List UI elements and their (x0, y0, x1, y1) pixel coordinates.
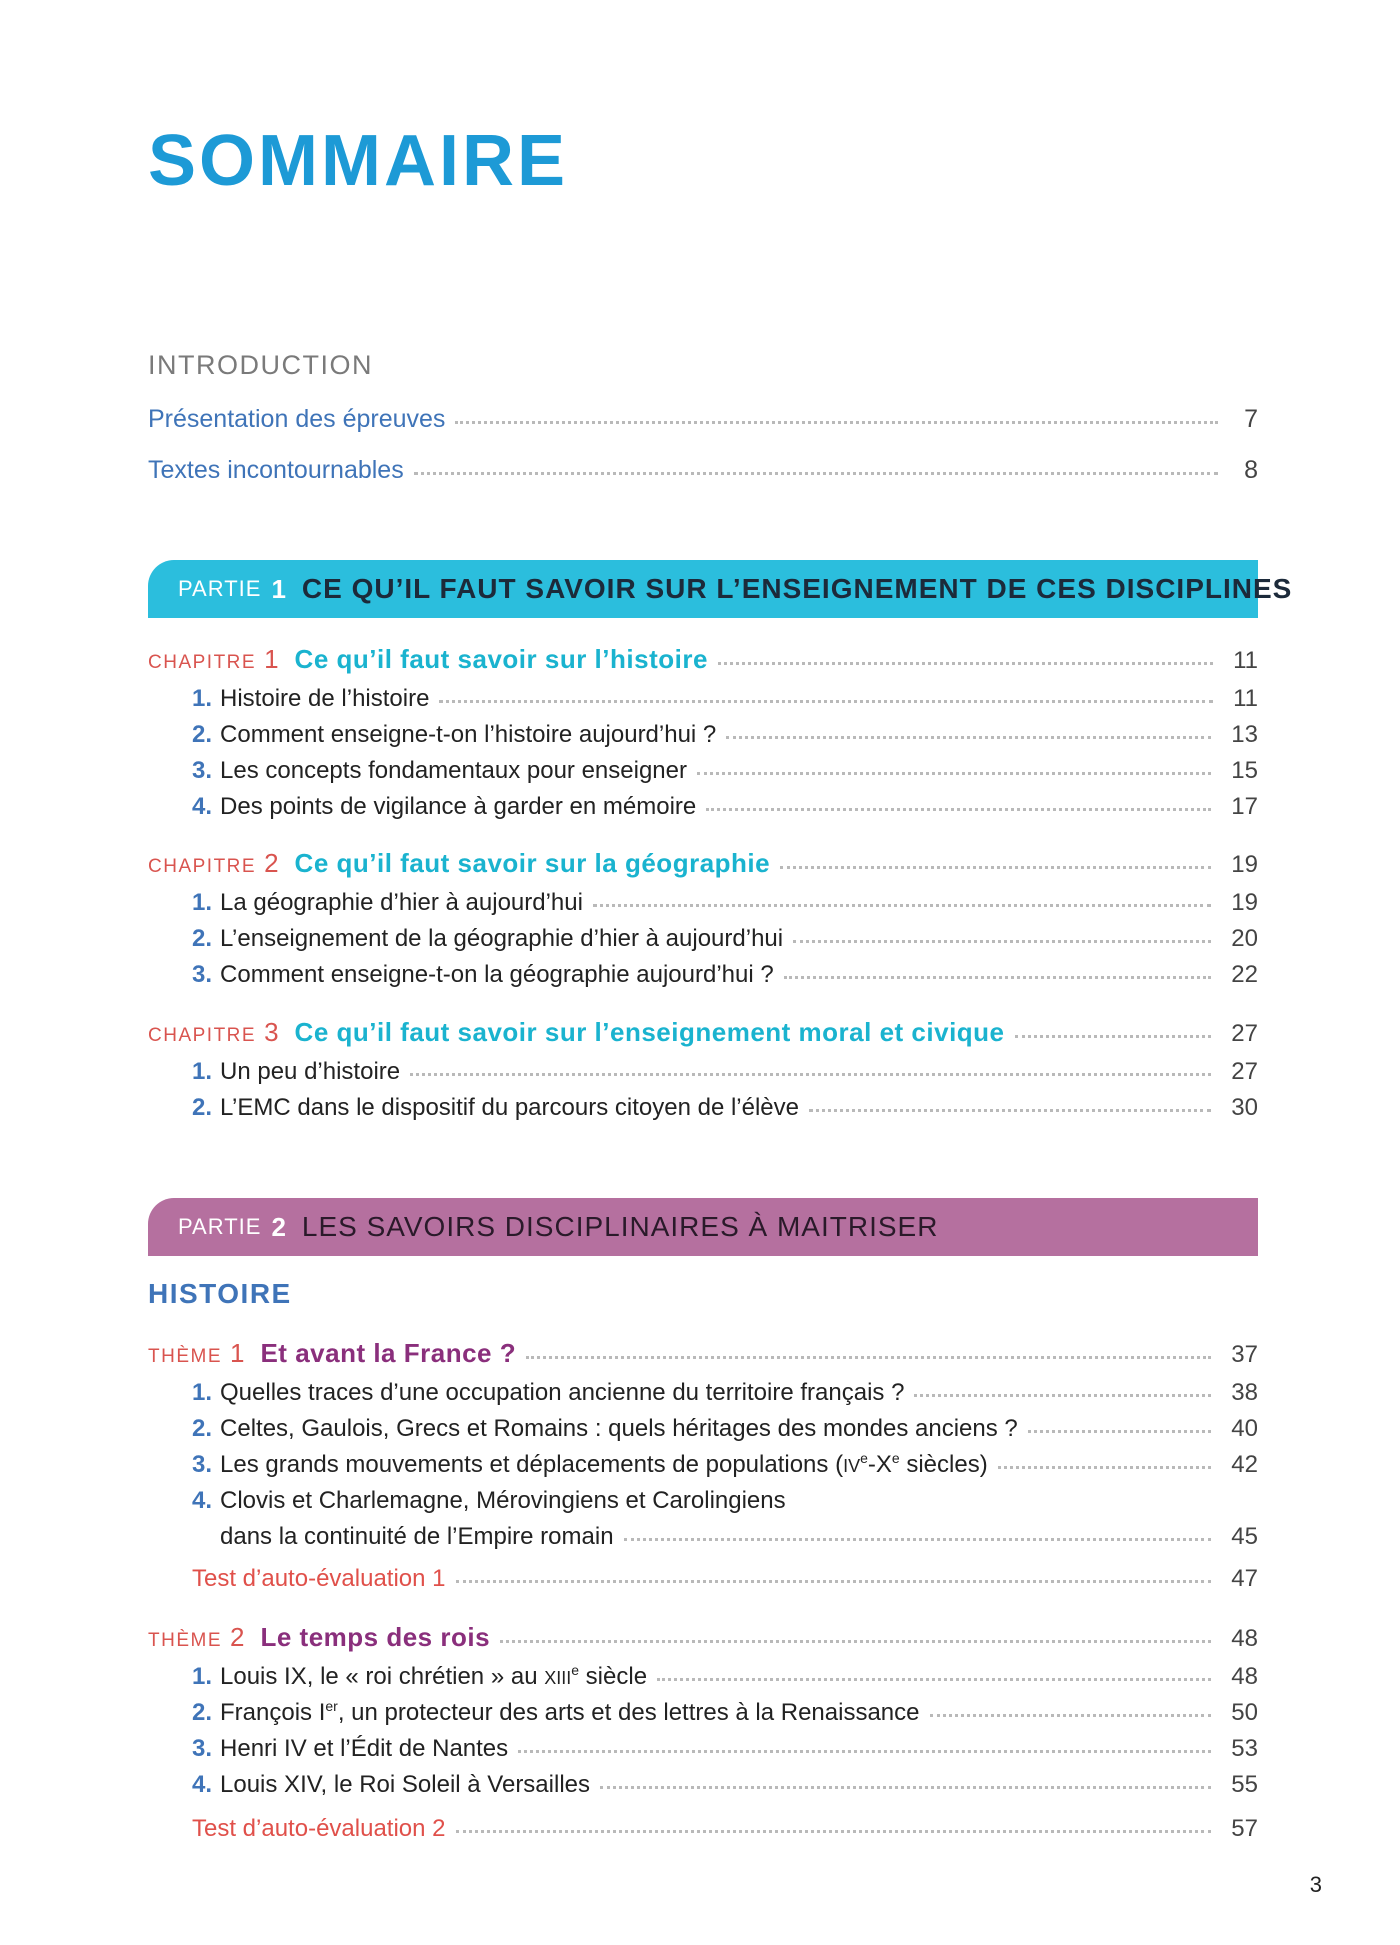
item-label: Un peu d’histoire (220, 1058, 401, 1085)
theme-heading[interactable] (148, 1624, 1258, 1651)
toc-item[interactable] (192, 963, 1258, 987)
item-label: Louis XIV, le Roi Soleil à Versailles (220, 1771, 590, 1798)
toc-entry-label: Textes incontournables (148, 456, 404, 484)
theme-label: THÈME (148, 1630, 222, 1651)
item-page: 48 (1231, 1663, 1258, 1690)
item-page: 22 (1231, 961, 1258, 988)
dot-leader (1015, 1035, 1212, 1038)
item-number: 2. (192, 1415, 213, 1442)
self-test-page: 47 (1231, 1565, 1258, 1592)
item-page: 55 (1231, 1771, 1258, 1798)
toc-item[interactable] (192, 1698, 1258, 1726)
item-label: L’enseignement de la géographie d’hier à aujourd’hui (220, 925, 784, 952)
dot-leader (624, 1538, 1212, 1541)
chapter-label: CHAPITRE (148, 1025, 257, 1046)
item-label: Les grands mouvements et déplacements de populations (IVe-Xe siècles) (220, 1450, 988, 1478)
toc-item[interactable] (192, 1060, 1258, 1084)
section-heading-histoire: HISTOIRE (148, 1278, 292, 1309)
dot-leader (1028, 1430, 1212, 1433)
item-label: Henri IV et l’Édit de Nantes (220, 1735, 509, 1762)
item-page: 53 (1231, 1735, 1258, 1762)
dot-leader (726, 736, 1211, 739)
toc-entry[interactable] (148, 458, 1258, 483)
dot-leader (809, 1109, 1211, 1112)
item-page: 19 (1231, 889, 1258, 916)
item-label: François Ier, un protecteur des arts et des lettres à la Renaissance (220, 1698, 920, 1726)
theme-title: Et avant la France ? (260, 1338, 517, 1368)
item-number: 1. (192, 685, 213, 712)
item-number: 4. (192, 1771, 213, 1798)
chapter-page: 19 (1231, 851, 1258, 878)
dot-leader (455, 421, 1218, 424)
self-test-entry[interactable] (192, 1817, 1258, 1841)
item-label: La géographie d’hier à aujourd’hui (220, 889, 583, 916)
chapter-page: 11 (1233, 647, 1258, 674)
item-number: 1. (192, 1058, 213, 1085)
dot-leader (414, 472, 1218, 475)
item-page: 45 (1231, 1523, 1258, 1550)
dot-leader (410, 1073, 1211, 1076)
toc-item[interactable] (192, 795, 1258, 819)
item-number: 1. (192, 1663, 213, 1690)
item-page: 30 (1231, 1094, 1258, 1121)
toc-item[interactable] (192, 1381, 1258, 1405)
chapter-heading[interactable] (148, 850, 1258, 877)
toc-item[interactable] (192, 1773, 1258, 1797)
self-test-page: 57 (1231, 1815, 1258, 1842)
dot-leader (657, 1678, 1211, 1681)
partie-title: LES SAVOIRS DISCIPLINAIRES À MAITRISER (301, 1211, 939, 1242)
chapter-heading[interactable] (148, 646, 1258, 673)
theme-number: 1 (230, 1338, 245, 1368)
item-number: 2. (192, 1094, 213, 1121)
partie-1-banner (148, 560, 1293, 618)
dot-leader (697, 772, 1211, 775)
dot-leader (784, 976, 1212, 979)
item-number: 2. (192, 721, 213, 748)
item-label: Louis IX, le « roi chrétien » au XIIIe siècle (220, 1662, 648, 1690)
toc-item[interactable] (192, 1096, 1258, 1120)
toc-item[interactable] (192, 1737, 1258, 1761)
toc-entry-label: Présentation des épreuves (148, 405, 446, 433)
dot-leader (930, 1714, 1212, 1717)
item-page: 27 (1231, 1058, 1258, 1085)
toc-item[interactable] (192, 723, 1258, 747)
item-number: 3. (192, 1451, 213, 1478)
partie-label: PARTIE (178, 1214, 262, 1239)
item-page: 40 (1231, 1415, 1258, 1442)
toc-item[interactable] (192, 759, 1258, 783)
toc-item[interactable] (192, 1662, 1258, 1690)
toc-item-continuation[interactable] (220, 1525, 1258, 1549)
toc-entry-page: 8 (1244, 456, 1258, 484)
item-label: Histoire de l’histoire (220, 685, 430, 712)
dot-leader (600, 1786, 1211, 1789)
partie-title: CE QU’IL FAUT SAVOIR SUR L’ENSEIGNEMENT DE CES DISCIPLINES (301, 573, 1293, 604)
chapter-heading[interactable] (148, 1019, 1258, 1046)
dot-leader (793, 940, 1211, 943)
theme-title: Le temps des rois (260, 1622, 491, 1652)
page-number: 3 (1309, 1872, 1322, 1897)
toc-entry[interactable] (148, 407, 1258, 432)
dot-leader (456, 1830, 1212, 1833)
item-label: Les concepts fondamentaux pour enseigner (220, 757, 687, 784)
self-test-label: Test d’auto-évaluation 1 (192, 1565, 446, 1592)
toc-item[interactable] (192, 927, 1258, 951)
toc-item[interactable] (192, 1489, 1258, 1513)
partie-number: 1 (271, 573, 286, 604)
dot-leader (718, 662, 1213, 665)
chapter-title: Ce qu’il faut savoir sur l’enseignement moral et civique (294, 1017, 1005, 1047)
item-label-line2: dans la continuité de l’Empire romain (220, 1523, 614, 1550)
chapter-number: 3 (264, 1017, 279, 1047)
toc-item[interactable] (192, 687, 1258, 711)
chapter-title: Ce qu’il faut savoir sur l’histoire (294, 644, 708, 674)
dot-leader (526, 1356, 1211, 1359)
item-page: 50 (1231, 1699, 1258, 1726)
theme-page: 37 (1231, 1341, 1258, 1368)
chapter-label: CHAPITRE (148, 856, 257, 877)
item-label: Clovis et Charlemagne, Mérovingiens et Carolingiens (220, 1487, 786, 1514)
chapter-label: CHAPITRE (148, 652, 257, 673)
item-label: Comment enseigne-t-on l’histoire aujourd’hui ? (220, 721, 717, 748)
dot-leader (439, 700, 1213, 703)
partie-2-banner (148, 1198, 1258, 1256)
item-number: 3. (192, 961, 213, 988)
self-test-entry[interactable] (192, 1567, 1258, 1591)
item-number: 2. (192, 925, 213, 952)
theme-number: 2 (230, 1622, 245, 1652)
dot-leader (500, 1640, 1211, 1643)
item-label: L’EMC dans le dispositif du parcours citoyen de l’élève (220, 1094, 799, 1121)
item-label: Comment enseigne-t-on la géographie aujourd’hui ? (220, 961, 774, 988)
item-page: 15 (1231, 757, 1258, 784)
toc-item[interactable] (192, 1417, 1258, 1441)
item-page: 20 (1231, 925, 1258, 952)
item-number: 3. (192, 1735, 213, 1762)
intro-heading: INTRODUCTION (148, 350, 373, 380)
dot-leader (780, 866, 1211, 869)
item-page: 17 (1231, 793, 1258, 820)
dot-leader (706, 808, 1211, 811)
chapter-number: 2 (264, 848, 279, 878)
chapter-page: 27 (1231, 1020, 1258, 1047)
chapter-number: 1 (264, 644, 279, 674)
item-page: 42 (1231, 1451, 1258, 1478)
dot-leader (914, 1394, 1211, 1397)
page-title: SOMMAIRE (148, 121, 568, 201)
item-page: 13 (1231, 721, 1258, 748)
partie-label: PARTIE (178, 576, 262, 601)
item-label: Quelles traces d’une occupation ancienne du territoire français ? (220, 1379, 905, 1406)
chapter-title: Ce qu’il faut savoir sur la géographie (294, 848, 771, 878)
item-page: 38 (1231, 1379, 1258, 1406)
item-number: 1. (192, 1379, 213, 1406)
theme-heading[interactable] (148, 1340, 1258, 1367)
dot-leader (518, 1750, 1211, 1753)
theme-label: THÈME (148, 1346, 222, 1367)
theme-page: 48 (1231, 1625, 1258, 1652)
dot-leader (456, 1580, 1212, 1583)
item-number: 1. (192, 889, 213, 916)
dot-leader (593, 904, 1211, 907)
partie-number: 2 (271, 1211, 286, 1242)
toc-entry-page: 7 (1244, 405, 1258, 433)
item-number: 4. (192, 793, 213, 820)
toc-item[interactable] (192, 891, 1258, 915)
item-page: 11 (1233, 685, 1258, 712)
toc-item[interactable] (192, 1450, 1258, 1478)
item-label: Des points de vigilance à garder en mémoire (220, 793, 697, 820)
item-label: Celtes, Gaulois, Grecs et Romains : quels héritages des mondes anciens ? (220, 1415, 1018, 1442)
item-number: 2. (192, 1699, 213, 1726)
dot-leader (998, 1466, 1212, 1469)
item-number: 3. (192, 757, 213, 784)
self-test-label: Test d’auto-évaluation 2 (192, 1815, 446, 1842)
item-number: 4. (192, 1487, 213, 1514)
